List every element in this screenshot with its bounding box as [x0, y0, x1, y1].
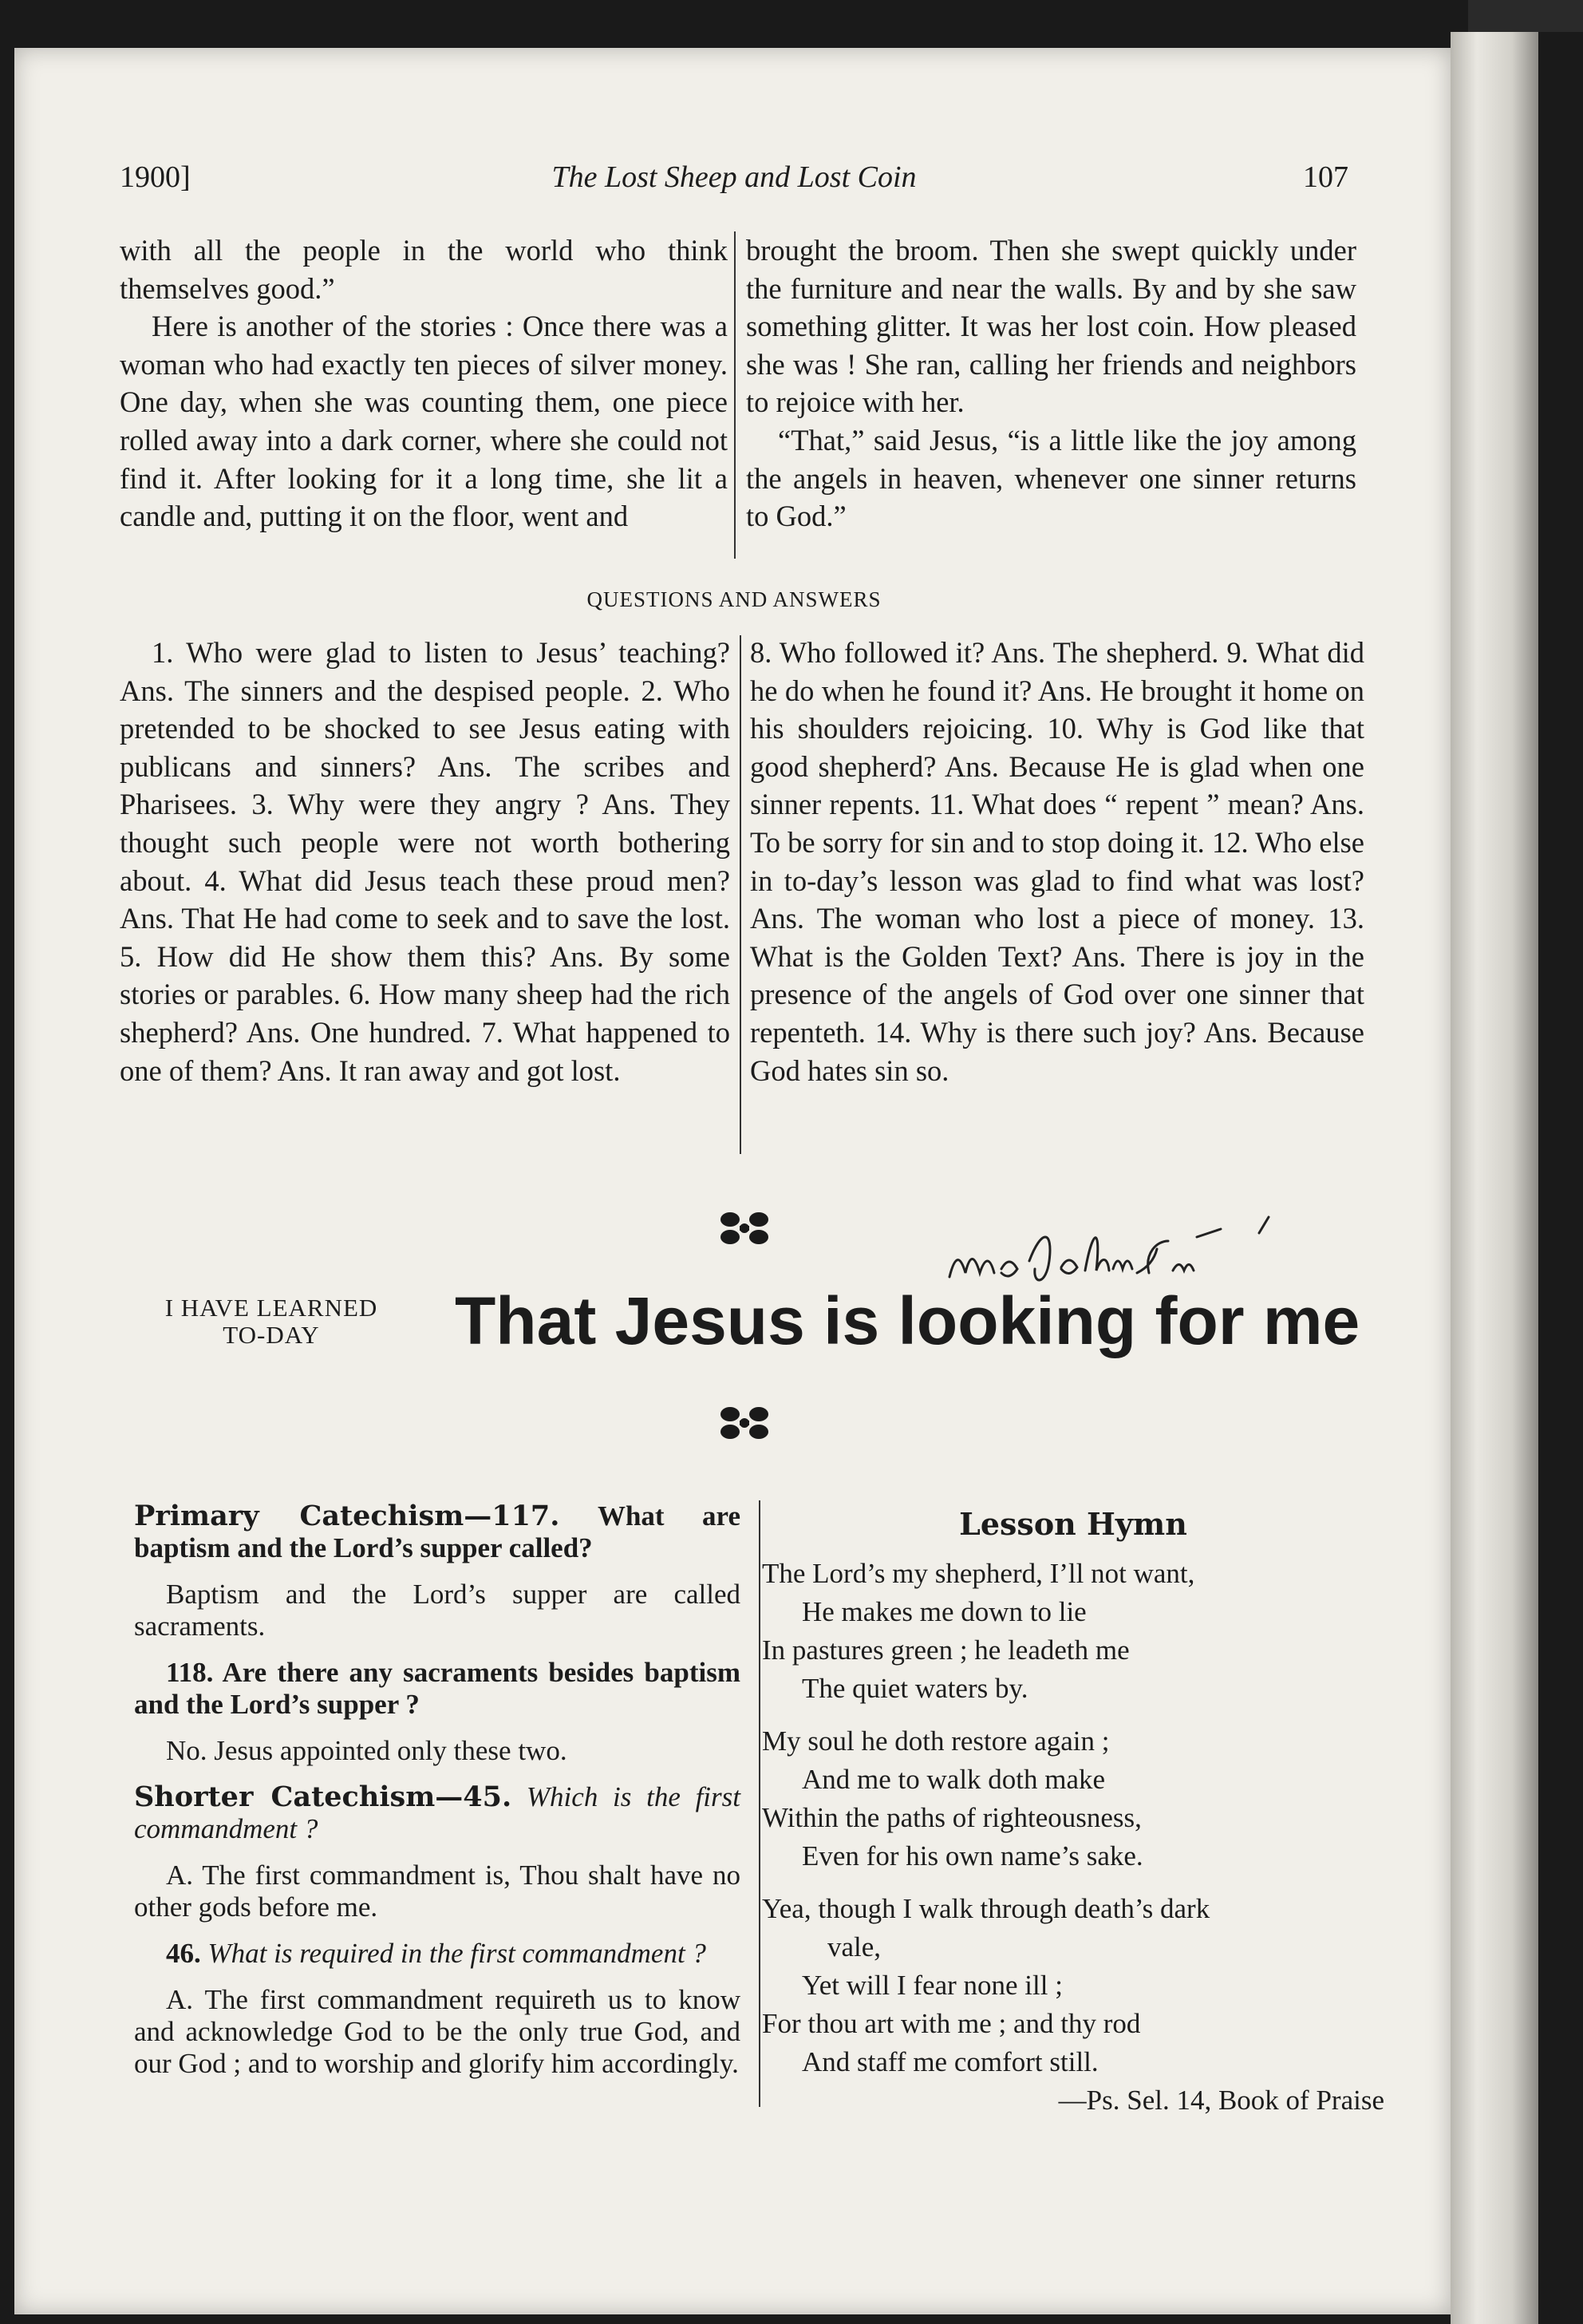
column-divider	[740, 635, 741, 1154]
primary-catechism-question	[134, 1500, 740, 1564]
story-right-column	[746, 231, 1356, 536]
story-left-column	[120, 231, 728, 536]
qa-left-column	[120, 634, 730, 1089]
catechism-answer: No. Jesus appointed only these two.	[166, 1735, 567, 1766]
story-paragraph: Here is another of the stories : Once there was a woman who had exactly ten pieces of silver money. One day, when she was counting them, one piece rolled away into a dark corner, where she could not find it. After looking for it a long time, she lit a candle and, putting it on the floor, went and	[120, 310, 728, 533]
hymn-line: And staff me comfort still.	[802, 2046, 1099, 2077]
hymn-line: He makes me down to lie	[802, 1596, 1087, 1627]
catechism-column	[134, 1500, 740, 2094]
catechism-question-text: What are baptism and the Lord’s supper called?	[134, 1500, 740, 1563]
qa-right-column	[750, 634, 1364, 1089]
hymn-stanza	[762, 1555, 1384, 1708]
catechism-question-text: 118. Are there any sacraments besides baptism and the Lord’s supper ?	[134, 1657, 740, 1720]
column-divider	[759, 1500, 760, 2107]
primary-catechism-title: Primary Catechism—117.	[134, 1500, 560, 1532]
story-paragraph: with all the people in the world who think themselves good.”	[120, 234, 728, 305]
learned-label	[120, 1294, 423, 1349]
catechism-answer: Baptism and the Lord’s supper are called sacraments.	[134, 1579, 740, 1642]
handwritten-signature	[934, 1213, 1348, 1301]
shorter-catechism-question	[134, 1781, 740, 1845]
running-header	[120, 160, 1348, 204]
hymn-stanza	[762, 1722, 1384, 1875]
story-paragraph: brought the broom. Then she swept quickly under the furniture and near the walls. By and by she saw something glitter. It was her lost coin. How pleased she was ! She ran, calling her friends and neighbors to rejoice with her.	[746, 234, 1356, 419]
qa-heading: QUESTIONS AND ANSWERS	[586, 587, 882, 611]
hymn-stanza	[762, 1890, 1384, 2120]
hymn-title: Lesson Hymn	[959, 1506, 1187, 1542]
header-title: The Lost Sheep and Lost Coin	[551, 160, 917, 194]
catechism-question-text: Which is the first commandment ?	[134, 1781, 740, 1844]
learned-label-line: TO-DAY	[223, 1321, 320, 1349]
header-year: 1900]	[120, 160, 191, 194]
learned-statement: That Jesus is looking for me	[455, 1283, 1360, 1358]
fleuron-ornament-icon	[716, 1210, 773, 1247]
column-divider	[734, 231, 736, 559]
qa-text: 8. Who followed it? Ans. The shepherd. 9. What did he do when he found it? Ans. He brought it home on his shoulders rejoicing. 10. Why is God like that good shepherd? Ans. Because He is glad when one sinner repents. 11. What does “ repent ” mean? Ans. To be sorry for sin and to stop doing it. 12. Who else in to-day’s lesson was glad to find what was lost? Ans. The woman who lost a piece of money. 13. What is the Golden Text? Ans. There is joy in the presence of the angels of God over one sinner that repenteth. 14. Why is there such joy? Ans. Because God hates sin so.	[750, 636, 1364, 1087]
hymn-line: The quiet waters by.	[802, 1673, 1028, 1704]
hymn-line: In pastures green ; he leadeth me	[762, 1634, 1130, 1666]
story-paragraph: “That,” said Jesus, “is a little like the joy among the angels in heaven, whenever one sinner returns to God.”	[746, 423, 1356, 533]
catechism-answer: A. The first commandment is, Thou shalt have no other gods before me.	[134, 1860, 740, 1923]
hymn-line: My soul he doth restore again ;	[762, 1725, 1110, 1757]
page-edge	[1451, 32, 1538, 2324]
hymn-line: Within the paths of righteousness,	[762, 1802, 1142, 1833]
learned-label-line: I HAVE LEARNED	[164, 1294, 378, 1322]
background-corner	[1468, 0, 1583, 32]
catechism-question-text: What is required in the first commandment ?	[207, 1938, 706, 1969]
page-number: 107	[1303, 160, 1348, 194]
hymn-source: —Ps. Sel. 14, Book of Praise	[1058, 2085, 1384, 2116]
shorter-catechism-title: Shorter Catechism—45.	[134, 1781, 512, 1813]
fleuron-ornament-icon	[716, 1405, 773, 1441]
catechism-question-number: 46.	[166, 1938, 201, 1969]
catechism-answer: A. The first commandment requireth us to know and acknowledge God to be the only true God, and our God ; and to worship and glorify him accordingly.	[134, 1984, 740, 2079]
hymn-line: And me to walk doth make	[802, 1764, 1106, 1795]
hymn-line: The Lord’s my shepherd, I’ll not want,	[762, 1558, 1195, 1589]
catechism-question	[134, 1938, 740, 1970]
hymn-line: Yea, though I walk through death’s dark	[762, 1893, 1210, 1924]
catechism-question	[134, 1657, 740, 1721]
hymn-column	[762, 1508, 1384, 2134]
hymn-line: Even for his own name’s sake.	[802, 1840, 1143, 1871]
hymn-line: vale,	[827, 1931, 882, 1962]
qa-text: 1. Who were glad to listen to Jesus’ teaching? Ans. The sinners and the despised people. 2. Who pretended to be shocked to see Jesus eating with publicans and sinners? Ans. The scribes and Pharisees. 3. Why were they angry ? Ans. They thought such people were not worth bothering about. 4. What did Jesus teach these proud men? Ans. That He had come to seek and to save the lost. 5. How did He show them this? Ans. By some stories or parables. 6. How many sheep had the rich shepherd? Ans. One hundred. 7. What happened to one of them? Ans. It ran away and got lost.	[120, 636, 730, 1087]
hymn-line: Yet will I fear none ill ;	[802, 1970, 1063, 2001]
hymn-line: For thou art with me ; and thy rod	[762, 2008, 1141, 2039]
